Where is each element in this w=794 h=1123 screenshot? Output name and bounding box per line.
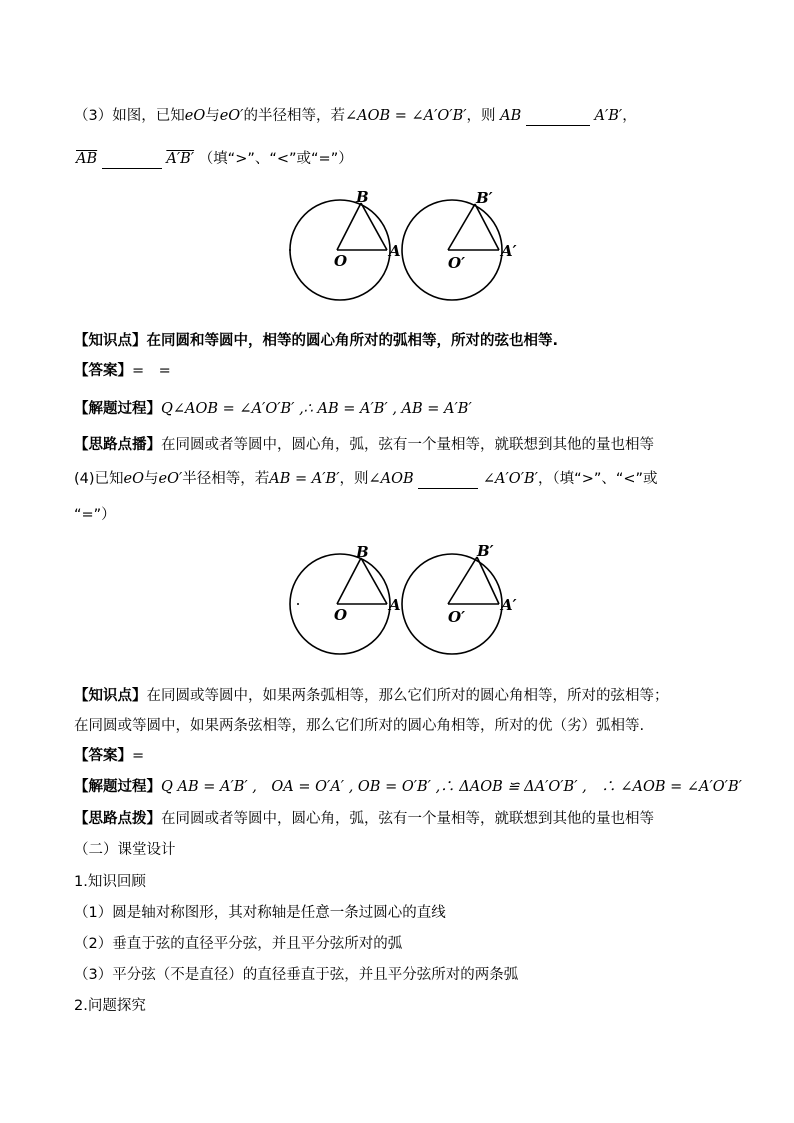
- label-o-prime: O′: [448, 254, 466, 272]
- q4-mid: 半径相等，若: [182, 471, 270, 487]
- q3-comma: ，: [622, 108, 637, 124]
- q3-with: 与: [205, 108, 220, 124]
- label-a: A: [389, 242, 401, 260]
- circle-o-prime-label: eO′: [219, 108, 244, 124]
- hint-tag: 【思路点播】: [74, 437, 161, 453]
- block1-knowledge: [74, 331, 558, 351]
- answer-text: = =: [132, 363, 171, 379]
- q4-line-2: [74, 505, 116, 525]
- section2-p3: （3）平分弦（不是直径）的直径垂直于弦，并且平分弦所对的两条弧: [74, 967, 519, 983]
- section2-item1: 1.知识回顾: [74, 874, 146, 890]
- process-math: Q∠AOB = ∠A′O′B′ ,∴ AB = A′B′ , AB = A′B′: [161, 401, 472, 417]
- circle-o-figure: [289, 188, 401, 300]
- answer-tag: 【答案】: [74, 748, 132, 764]
- q4-angle-aob: ∠AOB: [368, 471, 414, 487]
- circle-o-label: eO: [184, 108, 206, 124]
- block1-answer: [74, 361, 171, 381]
- q3-line-2: [76, 149, 353, 169]
- knowledge-tag: 【知识点】: [74, 688, 147, 704]
- label-b-prime: B′: [476, 189, 493, 207]
- q3-arc-ab: $\overline{AB}$: [76, 151, 98, 167]
- figure-1: [280, 186, 530, 306]
- label-o-prime: O′: [448, 608, 466, 626]
- block2-answer: [74, 746, 144, 766]
- label-a-prime: A′: [501, 596, 517, 614]
- q4-fill-instruction: ，（填“>”、“<”或: [537, 471, 658, 487]
- block1-process: [74, 399, 472, 419]
- q3-fill-instruction: （填“>”、“<”或“=”）: [198, 151, 353, 167]
- process-tag: 【解题过程】: [74, 779, 161, 795]
- circle-o-prime-label: eO′: [158, 471, 183, 487]
- q4-condition: AB = A′B′: [269, 471, 340, 487]
- q3-answer-blank-2[interactable]: [102, 154, 162, 169]
- q4-then: ，则: [339, 471, 369, 487]
- process-tag: 【解题过程】: [74, 401, 161, 417]
- hint-text: 在同圆或者等圆中，圆心角，弧，弦有一个量相等，就联想到其他的量也相等: [161, 811, 654, 827]
- q3-chord-a-prime-b-prime: A′B′: [594, 108, 623, 124]
- q4-angle-a-prime-o-prime-b-prime: ∠A′O′B′: [482, 471, 538, 487]
- q3-condition: ∠AOB = ∠A′O′B′: [344, 108, 467, 124]
- q3-chord-ab: AB: [500, 108, 522, 124]
- label-b-prime: B′: [477, 542, 494, 560]
- knowledge-text: 在同圆和等圆中，相等的圆心角所对的弧相等，所对的弦也相等.: [146, 333, 559, 349]
- q3-then: ，则: [466, 108, 496, 124]
- knowledge-text-1: 在同圆或等圆中，如果两条弧相等，那么它们所对的圆心角相等，所对的弦相等；: [146, 688, 669, 704]
- answer-text: =: [132, 748, 145, 764]
- label-o: O: [334, 606, 348, 624]
- circle-o-prime-figure: [402, 542, 517, 654]
- circle-o-prime-figure: [402, 189, 517, 300]
- label-a-prime: A′: [501, 242, 517, 260]
- block1-hint: [74, 435, 654, 455]
- process-math: Q AB = A′B′ , OA = O′A′ , OB = O′B′ ,∴ ΔAOB ≌ ΔA′O′B′ , ∴ ∠AOB = ∠A′O′B′: [161, 779, 742, 795]
- answer-tag: 【答案】: [74, 363, 132, 379]
- q3-prefix: （3）如图，已知: [74, 108, 185, 124]
- q3-line-1: [74, 106, 637, 126]
- section2-p1: （1）圆是轴对称图形，其对称轴是任意一条过圆心的直线: [74, 905, 446, 921]
- section2-item2: 2.问题探究: [74, 998, 146, 1014]
- block2-knowledge-2: [74, 716, 644, 736]
- q3-answer-blank-1[interactable]: [526, 111, 590, 126]
- label-a: A: [389, 596, 401, 614]
- circle-o-label: eO: [123, 471, 145, 487]
- q3-arc-a-prime-b-prime: A′B′: [166, 151, 195, 167]
- section2-title: （二）课堂设计: [74, 842, 176, 858]
- block2-process: [74, 777, 742, 797]
- q3-mid: 的半径相等，若: [243, 108, 345, 124]
- knowledge-text-2: 在同圆或等圆中，如果两条弦相等，那么它们所对的圆心角相等，所对的优（劣）弧相等.: [74, 718, 645, 734]
- q4-answer-blank[interactable]: [418, 474, 478, 489]
- block2-knowledge-1: [74, 686, 669, 706]
- q4-prefix: (4)已知: [74, 471, 124, 487]
- hint-text: 在同圆或者等圆中，圆心角，弧，弦有一个量相等，就联想到其他的量也相等: [161, 437, 654, 453]
- figure-2: [280, 540, 530, 660]
- knowledge-tag: 【知识点】: [74, 333, 147, 349]
- q4-line-1: [74, 469, 658, 489]
- q4-fill-instruction-end: “=”）: [74, 507, 116, 523]
- hint-tag: 【思路点拨】: [74, 811, 161, 827]
- label-o: O: [334, 252, 348, 270]
- circle-o-figure: [290, 543, 401, 654]
- label-b: B: [356, 543, 369, 561]
- q4-with: 与: [144, 471, 159, 487]
- section2-p2: （2）垂直于弦的直径平分弦，并且平分弦所对的弧: [74, 936, 403, 952]
- block2-hint: [74, 809, 654, 829]
- label-b: B: [356, 188, 369, 206]
